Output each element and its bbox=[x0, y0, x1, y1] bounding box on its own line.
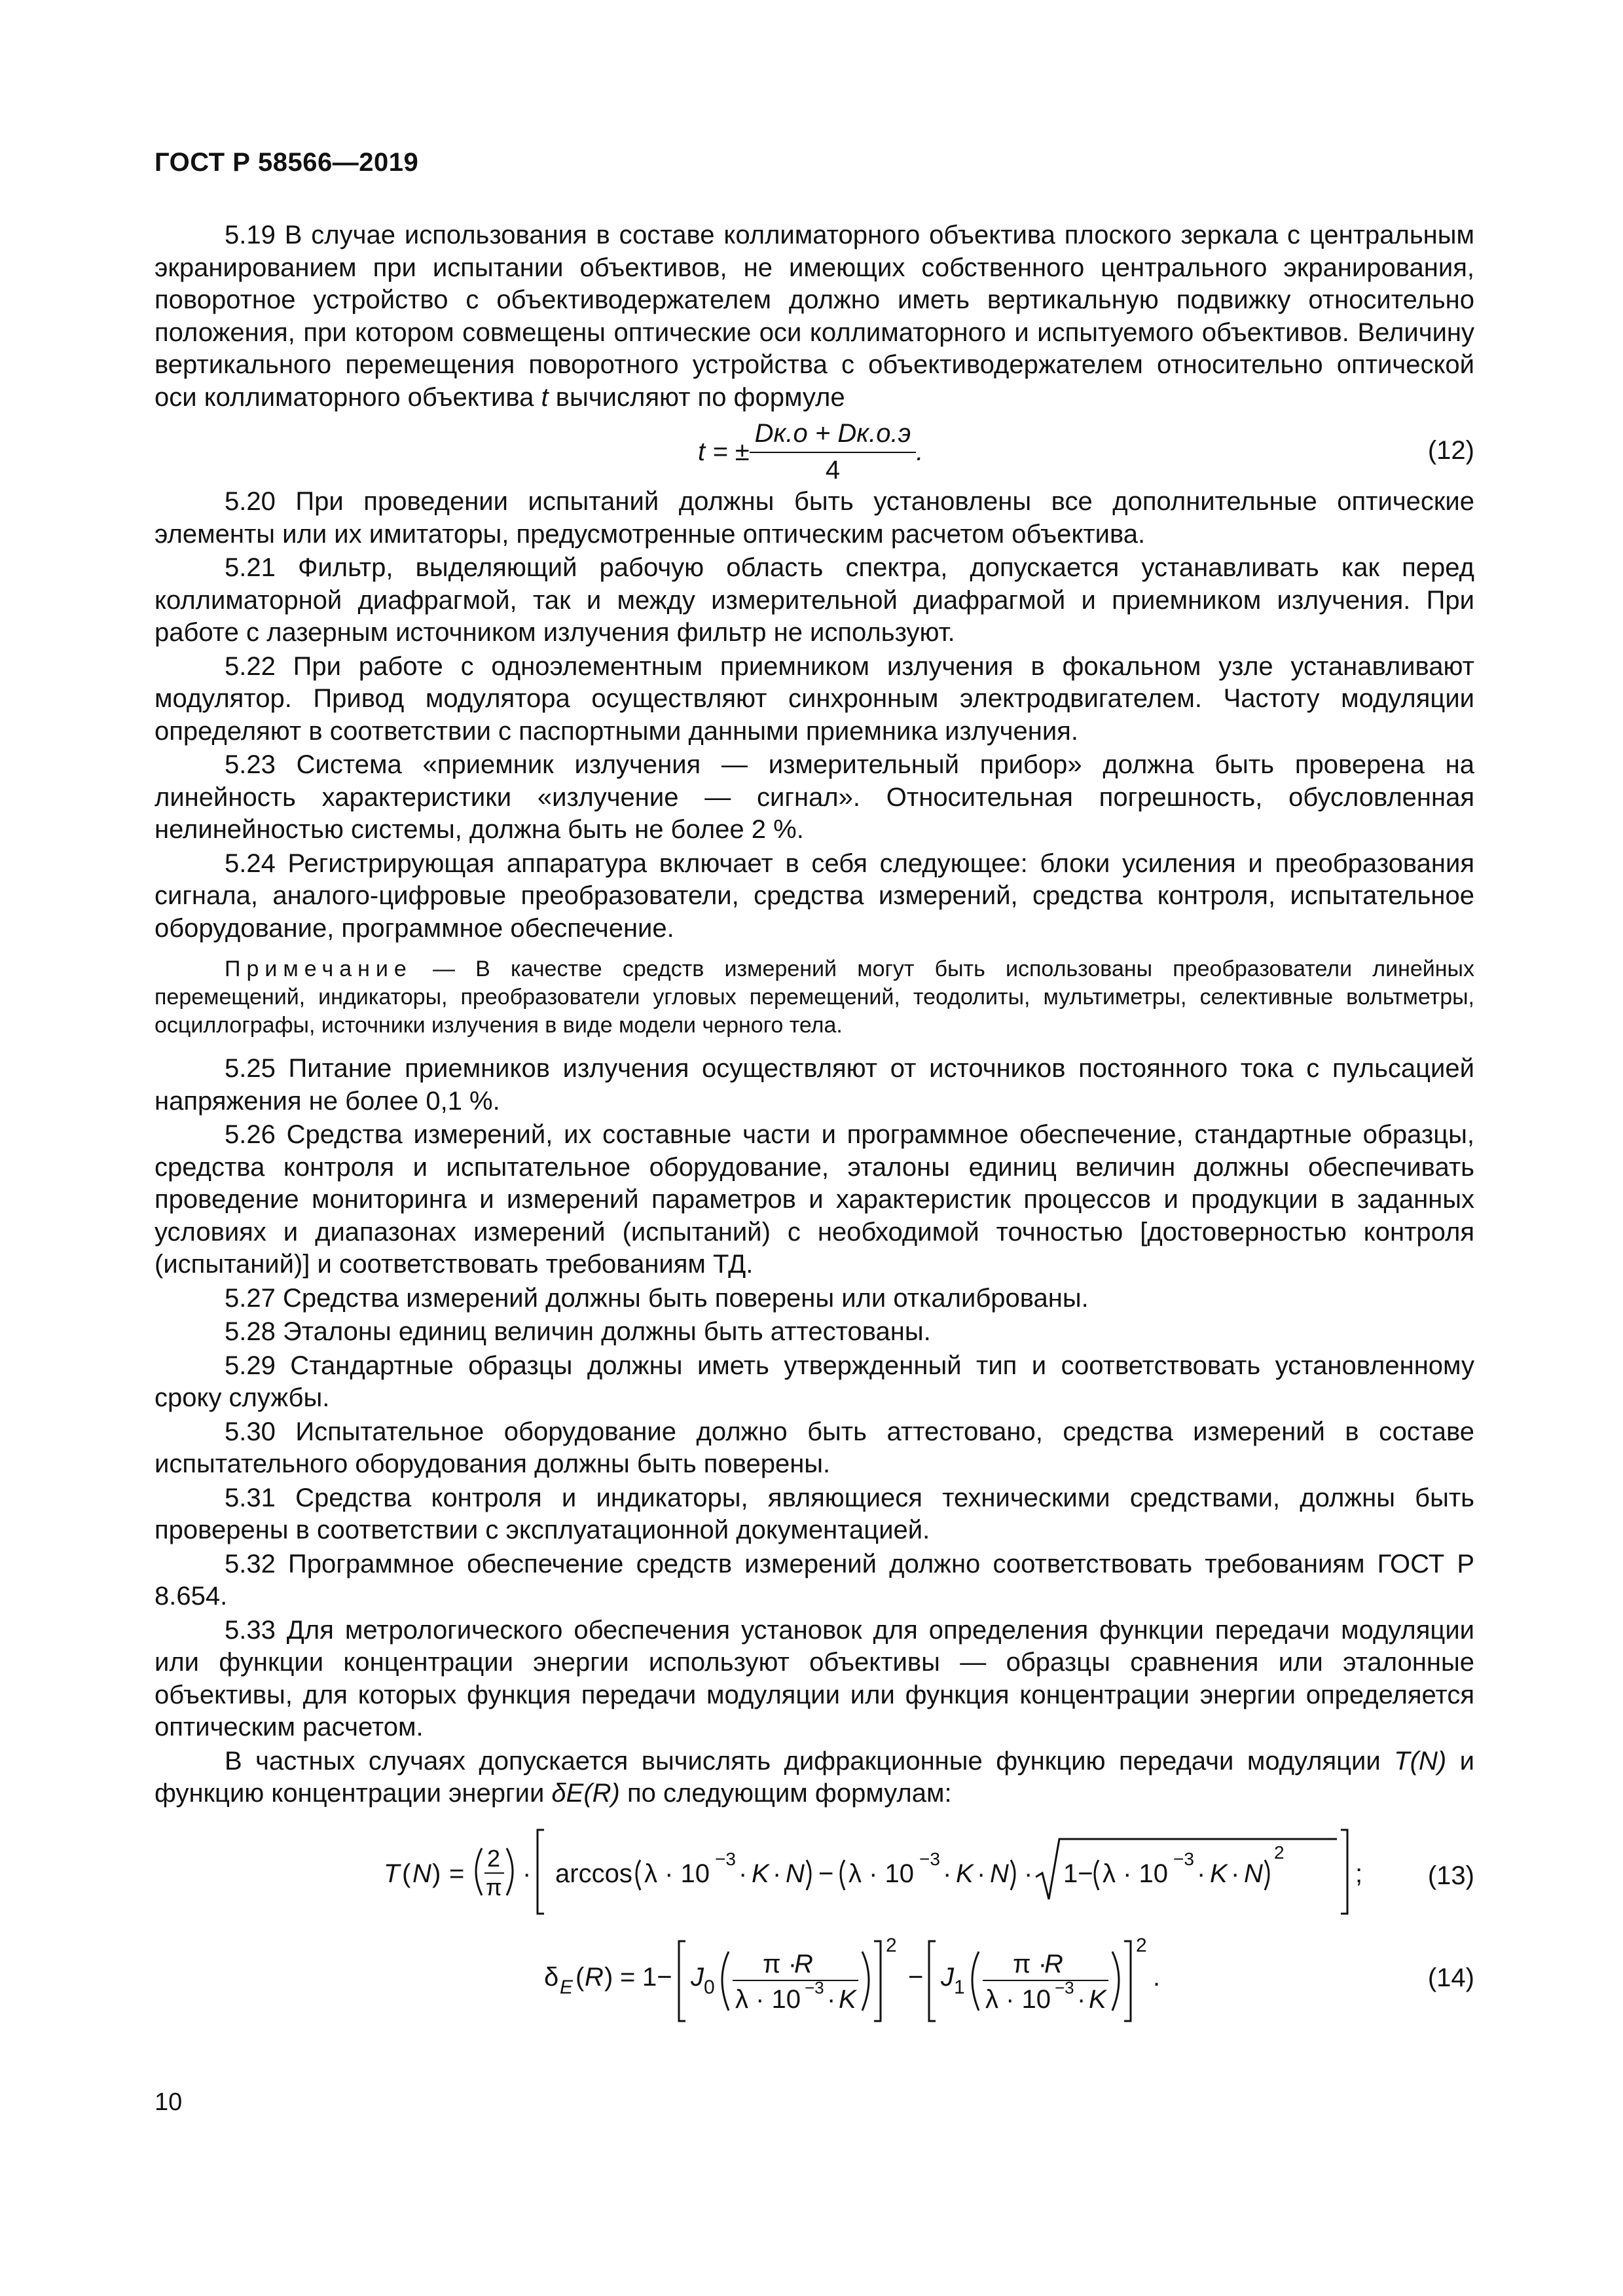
svg-text:·: · bbox=[977, 1859, 986, 1888]
function-T-of-N: T(N) bbox=[1394, 1746, 1447, 1776]
standard-header: ГОСТ Р 58566—2019 bbox=[155, 148, 419, 177]
svg-text:π ·: π · bbox=[763, 1949, 797, 1978]
formula-14-graphic bbox=[544, 1929, 1199, 2028]
svg-text:π ·: π · bbox=[1013, 1949, 1048, 1978]
paragraph-special-cases bbox=[155, 1745, 1474, 1810]
variable-t: t bbox=[541, 382, 549, 412]
paragraph-5-31: 5.31 Средства контроля и индикаторы, являющиеся техническими средствами, должны быть проверены в соответствии с эксплуатационной документацией. bbox=[155, 1483, 1474, 1544]
svg-text:−: − bbox=[818, 1859, 834, 1888]
svg-text:K: K bbox=[839, 1984, 856, 2014]
svg-text:N: N bbox=[990, 1859, 1009, 1888]
svg-text:.: . bbox=[1153, 1962, 1161, 1992]
svg-text:J: J bbox=[941, 1962, 954, 1992]
svg-text:R: R bbox=[585, 1962, 604, 1992]
paragraph-5-21: 5.21 Фильтр, выделяющий рабочую область спектра, допускается устанавливать как перед коллиматорной диафрагмой, так и между измерительной диафрагмой и приемником излучения. При работе с лазерным источником излучения фильтр не используют. bbox=[155, 553, 1474, 647]
svg-text:R: R bbox=[794, 1949, 813, 1978]
svg-text:J: J bbox=[691, 1962, 704, 1992]
svg-text:λ · 10: λ · 10 bbox=[985, 1984, 1051, 2014]
formula-12-lhs: t = ± bbox=[698, 437, 750, 466]
paragraph-5-25: 5.25 Питание приемников излучения осуществляют от источников постоянного тока с пульсацией напряжения не более 0,1 %. bbox=[155, 1054, 1474, 1116]
svg-text:·: · bbox=[1231, 1859, 1240, 1888]
special-text-a: В частных случаях допускается вычислять дифракционные функцию передачи модуляции bbox=[225, 1746, 1381, 1776]
svg-text:): ) bbox=[432, 1859, 441, 1888]
svg-text:·: · bbox=[522, 1859, 532, 1888]
formula-13-graphic bbox=[384, 1822, 1366, 1920]
svg-text:2: 2 bbox=[886, 1934, 897, 1956]
svg-text:;: ; bbox=[1355, 1859, 1363, 1888]
paragraph-5-32: 5.32 Программное обеспечение средств измерений должно соответствовать требованиям ГОСТ Р 8.654. bbox=[155, 1549, 1474, 1611]
svg-text:(: ( bbox=[402, 1859, 411, 1888]
paragraph-5-26: 5.26 Средства измерений, их составные части и программное обеспечение, стандартные образцы, средства контроля и испытательное оборудование, эталоны единиц величин должны обеспечивать проведение мониторинга и измерений параметров и характеристик процессов и продукции в заданных условиях и диапазонах измерений (испытаний) с необходимой точностью [достоверностью контроля (испытаний)] и соответствовать требованиям ТД. bbox=[155, 1120, 1474, 1279]
svg-text:·: · bbox=[827, 1984, 836, 2014]
svg-text:2: 2 bbox=[1274, 1842, 1285, 1863]
svg-text:·: · bbox=[1197, 1859, 1206, 1888]
svg-text:=: = bbox=[620, 1962, 636, 1992]
formula-12-denominator: 4 bbox=[825, 455, 841, 484]
svg-text:λ · 10: λ · 10 bbox=[735, 1984, 801, 2014]
formula-12 bbox=[155, 415, 1474, 486]
svg-text:N: N bbox=[1244, 1859, 1263, 1888]
svg-text:1−: 1− bbox=[1063, 1859, 1093, 1888]
svg-text:(: ( bbox=[575, 1962, 585, 1992]
function-delta-E: δE(R) bbox=[551, 1779, 620, 1808]
special-text-c: по следующим формулам: bbox=[627, 1779, 952, 1808]
note bbox=[155, 955, 1474, 1040]
formula-14-number: (14) bbox=[1427, 1963, 1474, 1992]
document-body bbox=[155, 219, 1474, 2028]
formula-13-number: (13) bbox=[1427, 1861, 1474, 1890]
svg-text:N: N bbox=[412, 1859, 431, 1888]
svg-text:1−: 1− bbox=[642, 1962, 672, 1992]
paragraph-5-28: 5.28 Эталоны единиц величин должны быть аттестованы. bbox=[225, 1317, 931, 1346]
svg-text:−3: −3 bbox=[1055, 1977, 1074, 1997]
svg-text:E: E bbox=[560, 1976, 574, 1998]
formula-12-end: . bbox=[916, 437, 924, 466]
svg-text:1: 1 bbox=[954, 1976, 965, 1998]
svg-text:λ · 10: λ · 10 bbox=[644, 1859, 710, 1888]
formula-12-numerator: Dк.о + Dк.о.э bbox=[750, 418, 917, 453]
paragraph-5-23: 5.23 Система «приемник излучения — измерительный прибор» должна быть проверена на линейность характеристики «излучение — сигнал». Относительная погрешность, обусловленная нелинейностью системы, должна быть не более 2 %. bbox=[155, 750, 1474, 844]
svg-text:arccos: arccos bbox=[555, 1859, 632, 1888]
svg-text:λ · 10: λ · 10 bbox=[848, 1859, 915, 1888]
svg-text:K: K bbox=[1089, 1984, 1106, 2014]
special-text-b: и функцию концентрации энергии bbox=[155, 1746, 1474, 1808]
svg-text:·: · bbox=[943, 1859, 952, 1888]
svg-text:K: K bbox=[1210, 1859, 1228, 1888]
paragraph-5-19 bbox=[155, 219, 1474, 414]
svg-text:·: · bbox=[739, 1859, 748, 1888]
svg-text:−3: −3 bbox=[1173, 1848, 1194, 1869]
paragraph-5-20: 5.20 При проведении испытаний должны быть установлены все дополнительные оптические элементы или их имитаторы, предусмотренные оптическим расчетом объектива. bbox=[155, 487, 1474, 549]
svg-text:λ · 10: λ · 10 bbox=[1103, 1859, 1169, 1888]
paragraph-5-22: 5.22 При работе с одноэлементным приемником излучения в фокальном узле устанавливают модулятор. Привод модулятора осуществляют синхронным электродвигателем. Частоту модуляции определяют в соответствии с паспортными данными приемника излучения. bbox=[155, 651, 1474, 746]
paragraph-5-24: 5.24 Регистрирующая аппаратура включает в себя следующее: блоки усиления и преобразования сигнала, аналого-цифровые преобразователи, средства измерений, средства контроля, испытательное оборудование, программное обеспечение. bbox=[155, 848, 1474, 943]
svg-text:2: 2 bbox=[1136, 1934, 1147, 1956]
svg-text:K: K bbox=[956, 1859, 974, 1888]
svg-text:R: R bbox=[1044, 1949, 1063, 1978]
svg-text:−3: −3 bbox=[805, 1977, 824, 1997]
page-number: 10 bbox=[155, 2088, 183, 2116]
formula-12-number: (12) bbox=[1427, 436, 1474, 465]
paragraph-5-19-text: 5.19 В случае использования в составе коллиматорного объектива плоского зеркала с центральным экранированием при испытании объективов, не имеющих собственного центрального экранирования, поворотное устройство с объективодержателем должно иметь вертикальную подвижку относительно положения, при котором совмещены оптические оси коллиматорного и испытуемого объективов. Величину вертикального перемещения поворотного устройства с объективодержателем относительно оптической оси коллиматорного объектива bbox=[155, 221, 1474, 412]
svg-text:N: N bbox=[786, 1859, 805, 1888]
paragraph-5-19-tail: вычисляют по формуле bbox=[555, 382, 845, 412]
svg-text:δ: δ bbox=[544, 1962, 559, 1992]
svg-text:=: = bbox=[449, 1859, 465, 1888]
paragraph-5-29: 5.29 Стандартные образцы должны иметь утвержденный тип и соответствовать установленному сроку службы. bbox=[155, 1351, 1474, 1412]
svg-text:−: − bbox=[908, 1962, 924, 1992]
svg-text:π: π bbox=[486, 1873, 502, 1901]
note-text: — В качестве средств измерений могут быть использованы преобразователи линейных перемещений, индикаторы, преобразователи угловых перемещений, теодолиты, мультиметры, селективные вольтметры, осциллографы, источники излучения в виде модели черного тела. bbox=[155, 957, 1474, 1038]
paragraph-5-30: 5.30 Испытательное оборудование должно быть аттестовано, средства измерений в составе испытательного оборудования должны быть поверены. bbox=[155, 1417, 1474, 1478]
svg-text:·: · bbox=[1077, 1984, 1086, 2014]
svg-text:): ) bbox=[604, 1962, 613, 1992]
formula-14 bbox=[155, 1929, 1474, 2028]
paragraph-5-33: 5.33 Для метрологического обеспечения установок для определения функции передачи модуляции или функции концентрации энергии используют объективы — образцы сравнения или эталонные объективы, для которых функция передачи модуляции или функция концентрации энергии определяется оптическим расчетом. bbox=[155, 1615, 1474, 1741]
svg-text:·: · bbox=[1024, 1859, 1033, 1888]
note-label: Примечание bbox=[225, 957, 412, 981]
svg-text:T: T bbox=[384, 1859, 400, 1888]
paragraph-5-27: 5.27 Средства измерений должны быть поверены или откалиброваны. bbox=[225, 1283, 1089, 1313]
svg-text:−3: −3 bbox=[715, 1848, 736, 1869]
svg-text:K: K bbox=[752, 1859, 769, 1888]
formula-13 bbox=[155, 1822, 1474, 1920]
svg-text:−3: −3 bbox=[919, 1848, 940, 1869]
svg-text:·: · bbox=[773, 1859, 782, 1888]
svg-text:2: 2 bbox=[487, 1844, 501, 1872]
svg-text:0: 0 bbox=[704, 1976, 715, 1998]
